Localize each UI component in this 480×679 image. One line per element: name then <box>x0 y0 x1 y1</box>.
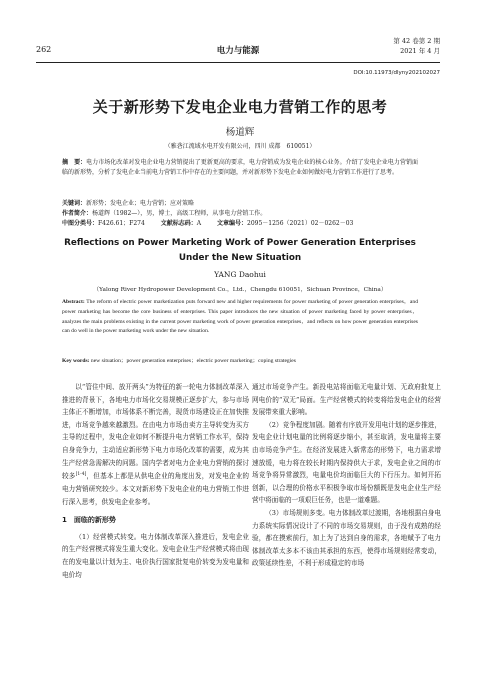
volume-info <box>393 36 440 56</box>
intro-text-a: 以“管住中间、放开两头”为特征的新一轮电力体制改革深入推进的背景下，各地电力市场化交易规模正逐步扩大，参与市场主体正不断增加，市场体系不断完善，现货市场建设正在加快推进，市场竞争越来越激烈。在由电力市场由卖方主导转变为买方主导的过程中，发电企业如何不断提升电力营销工作水平，保持自身竞争力，主动适应新形势下电力市场化改革的需要，成为其生产经营急需解决的问题。国内学者对电力企业电力营销的探讨较多 <box>62 383 249 481</box>
clc-label: 中图分类号： <box>62 220 99 227</box>
doi: DOI:10.11973/dlyny202102027 <box>353 70 440 76</box>
keywords-chinese <box>62 199 418 209</box>
article-no-label: 文章编号： <box>217 220 248 227</box>
title-en-line1: Reflections on Power Marketing Work of Power Generation Enterprises <box>64 238 416 248</box>
volume-issue: 第 42 卷第 2 期 <box>393 37 440 45</box>
author-bio-text: 杨道辉（1982—），男，博士，高级工程师，从事电力营销工作。 <box>92 210 267 217</box>
journal-name: 电力与能源 <box>216 46 260 56</box>
keywords-cn-text: 新形势；发电企业；电力营销；应对策略 <box>86 200 195 207</box>
doc-code-value: A <box>196 220 202 227</box>
clc-value: F426.61；F274 <box>98 220 145 227</box>
body-column-left <box>62 381 249 581</box>
keywords-cn-label: 关键词： <box>62 200 87 207</box>
title-english <box>0 236 480 266</box>
title-chinese: 关于新形势下发电企业电力营销工作的思考 <box>92 98 388 116</box>
paragraph-competition: （2）竞争程度加剧。随着有序放开发用电计划的逐步推进，发电企业计划电量的比例将逐步缩小，甚至取消，发电量将主要由市场竞争产生。在经济发展进入新常态的形势下，电力需求增速放缓，电力将在较长时期内保持供大于求，发电企业之间的市场竞争将异常激烈，电量电价均面临巨大的下行压力。如何开拓创新，以合理的价格水平积极争取市场份额既是发电企业生产经营中将面临的一项艰巨任务，也是一道难题。 <box>252 420 441 505</box>
paragraph-market-rules: （3）市场规则多变。电力体制改革过渡期，各地根据自身电力系统实际情况设计了不同的市场交易规则，由于没有成熟的经验，都在摸索前行，加上为了达到自身的需求，各地赋予了电力体制改革太多本不该由其承担的东西，使得市场规则经常变动，政策延续性差，不利于形成稳定的市场 <box>252 508 441 568</box>
title-en-line2: Under the New Situation <box>178 253 302 263</box>
author-english: YANG Daohui <box>214 270 266 279</box>
paragraph-business-model: （1）经营模式转变。电力体制改革深入推进后，发电企业的生产经营模式将发生重大变化。发电企业生产经营模式将由现在的发电量以计划为主、电价执行国家批复电价转变为发电量和电价均 <box>62 532 249 579</box>
classification-line <box>62 219 418 229</box>
body-column-right <box>252 381 441 570</box>
doc-code-label: 文献标志码： <box>160 220 197 227</box>
keywords-en-text: new situation；power generation enterprises；electric power marketing；coping strategies <box>89 358 296 364</box>
keywords-en-label: Key words: <box>62 358 90 364</box>
issue-date: 2021 年 4 月 <box>400 47 440 55</box>
author-bio <box>62 209 418 219</box>
intro-paragraph <box>62 381 249 508</box>
abstract-en-text: The reform of electric power marketization puts forward new and higher requirements for power marketing of power generation enterprises，and power marketing has become the core business of enterprises. This paper introduces the new situation of power marketing faced by power enterprises，analyzes the main problems existing in the current power marketing work of power generation enterprises，and reflects on how power generation enterprises can do well in the power marketing work under the new situation. <box>62 299 418 335</box>
article-no-value: 2095－1256（2021）02－0262－03 <box>247 220 354 227</box>
abstract-cn-label: 摘 要： <box>62 159 87 166</box>
abstract-english <box>62 298 418 337</box>
keywords-english <box>62 357 418 366</box>
affiliation-chinese: （雅砻江流域水电开发有限公司，四川 成都 610051） <box>164 143 316 150</box>
running-header <box>36 36 440 63</box>
paragraph-continued: 通过市场竞争产生。新投电站将面临无电量计划、无政府批复上网电价的“双无”局面。生产经营模式的转变将给发电企业的经营发展带来重大影响。 <box>252 383 441 417</box>
intro-text-b: ，但基本上都是从供电企业的角度出发，对发电企业的电力营销研究较少。本文对新形势下发电企业的电力营销工作进行深入思考，供发电企业参考。 <box>62 472 250 506</box>
author-chinese: 杨道辉 <box>225 127 255 138</box>
affiliation-english: （Yalong River Hydropower Development Co.，Ltd.，Chengdu 610051，Sichuan Province，China） <box>93 287 387 293</box>
section-heading-1: 1 面临的新形势 <box>62 516 116 525</box>
citation-ref: [1-4] <box>75 472 87 478</box>
abstract-en-label: Abstract: <box>62 299 85 305</box>
abstract-cn-text: 电力市场化改革对发电企业电力营销提出了更新更高的要求，电力营销成为发电企业的核心业务。介绍了发电企业电力营销面临的新形势，分析了发电企业当前电力营销工作中存在的主要问题，并对新形势下发电企业如何做好电力营销工作进行了思考。 <box>62 159 418 177</box>
page-number: 262 <box>36 45 52 54</box>
author-bio-label: 作者简介： <box>62 210 93 217</box>
abstract-chinese <box>62 158 418 178</box>
